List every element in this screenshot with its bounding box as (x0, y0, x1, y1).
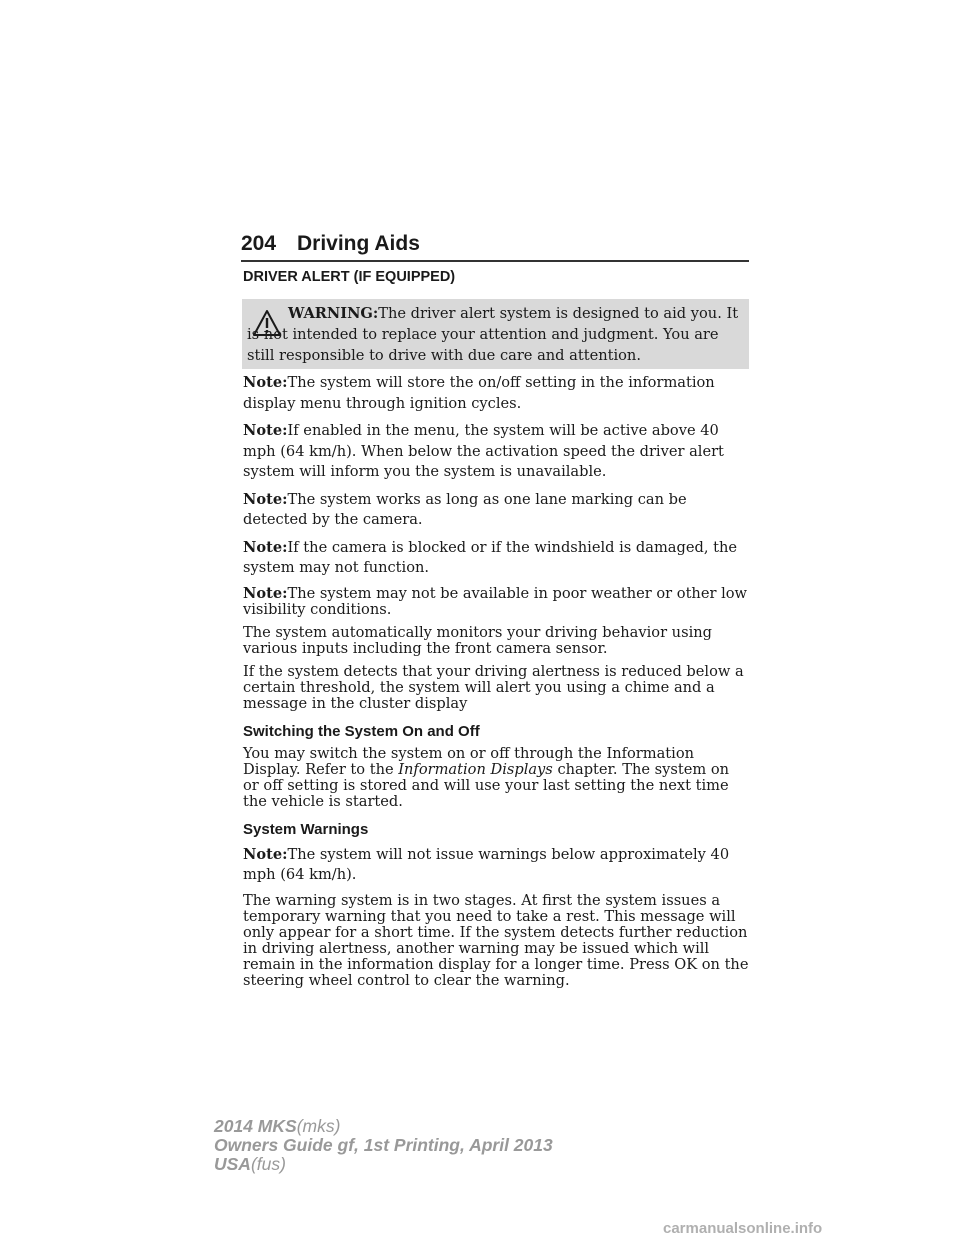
note-label: Note: (243, 422, 288, 439)
note (243, 586, 749, 618)
note (243, 373, 749, 414)
warning-box (242, 299, 749, 369)
note (243, 490, 749, 531)
footer-model: 2014 MKS (214, 1116, 297, 1136)
footer-model-line (214, 1117, 553, 1136)
footer-guide: Owners Guide gf, 1st Printing, April 2013 (214, 1135, 553, 1155)
switching-text-after: chapter. The system on or off setting is stored and will use your last setting the next time the vehicle is started. (243, 761, 729, 810)
warning-text (247, 303, 746, 366)
chapter-title: Driving Aids (297, 232, 420, 255)
footer-market: USA (214, 1154, 251, 1174)
note (243, 845, 749, 886)
warning-label: WARNING: (288, 305, 379, 322)
paragraph: The system automatically monitors your driving behavior using various inputs including the front camera sensor. (243, 623, 712, 657)
note-label: Note: (243, 584, 288, 602)
page-number: 204 (241, 232, 277, 255)
footer-market-line (214, 1155, 553, 1174)
note-label: Note: (243, 845, 288, 863)
paragraph: If the system detects that your driving alertness is reduced below a certain threshold, the system will alert you using a chime and a message in the cluster display (243, 662, 744, 712)
note-text: The system may not be available in poor weather or other low visibility conditions. (243, 584, 748, 618)
note-text: The system will not issue warnings below approximately 40 mph (64 km/h). (243, 845, 730, 883)
footer-market-code: (fus) (250, 1154, 286, 1174)
note-text: If the camera is blocked or if the windshield is damaged, the system may not function. (243, 538, 737, 576)
section-title: DRIVER ALERT (IF EQUIPPED) (243, 269, 456, 285)
note (243, 538, 749, 579)
warning-body: The driver alert system is designed to aid you. It is not intended to replace your attention and judgment. You are still responsible to drive with due care and attention. (247, 305, 739, 364)
watermark: carmanualsonline.info (663, 1220, 823, 1237)
note-label: Note: (243, 374, 288, 391)
note-text: The system works as long as one lane marking can be detected by the camera. (243, 490, 687, 528)
note-label: Note: (243, 490, 288, 508)
paragraph: The warning system is in two stages. At first the system issues a temporary warning that you need to take a rest. This message will only appear for a short time. If the system detects further reduction in driving alertness, another warning may be issued which will remain in the information display for a longer time. Press OK on the steering wheel control to clear the warning. (243, 891, 749, 989)
footer-model-code: (mks) (296, 1116, 341, 1136)
switching-text-before: You may switch the system on or off through the Information Display. Refer to the (243, 745, 695, 778)
note (243, 421, 749, 483)
note-text: If enabled in the menu, the system will be active above 40 mph (64 km/h). When below the activation speed the driver alert system will inform you the system is unavailable. (243, 422, 724, 480)
note-text: The system will store the on/off setting in the information display menu through ignition cycles. (243, 374, 715, 412)
page-footer (214, 1117, 553, 1174)
subheading-switching: Switching the System On and Off (243, 722, 480, 740)
header-rule (241, 260, 749, 262)
information-displays-reference: Information Displays (398, 761, 553, 778)
switching-paragraph (243, 746, 749, 810)
note-label: Note: (243, 538, 288, 556)
subheading-system-warnings: System Warnings (243, 821, 369, 838)
page-body (243, 373, 749, 996)
